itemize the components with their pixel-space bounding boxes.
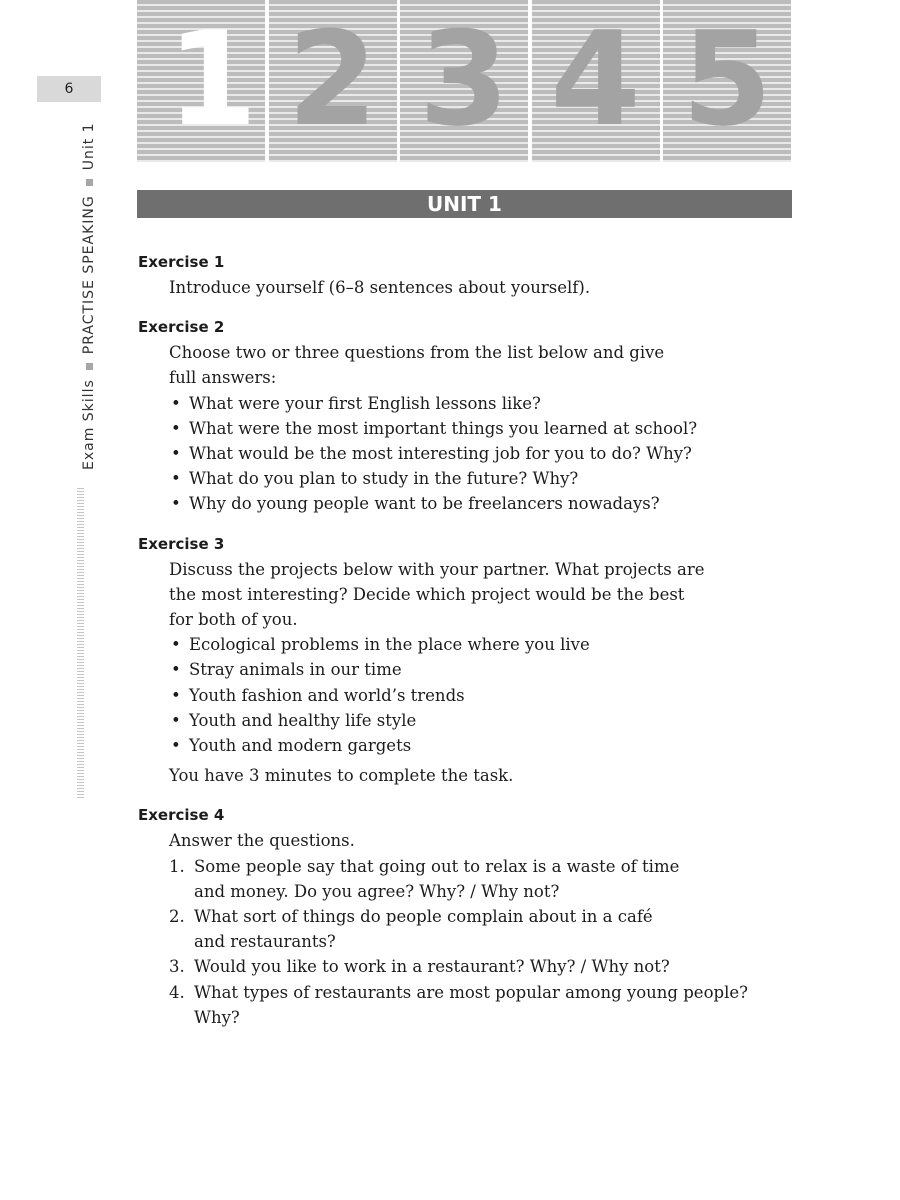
exercise-4-title: Exercise 4: [138, 806, 225, 825]
exercise-content: [138, 250, 798, 1030]
item-line: Would you like to work in a restaurant? Why? / Why not?: [194, 957, 670, 977]
unit-box-5: [663, 0, 791, 162]
unit-box-number: 3: [418, 3, 510, 155]
unit-box-1: [137, 0, 265, 162]
page-number: 6: [37, 76, 101, 102]
exercise-3-project-list: [138, 632, 798, 758]
unit-box-number: 4: [550, 3, 641, 155]
exercise-1-text: Introduce yourself (6–8 sentences about yourself).: [169, 278, 591, 297]
list-item: [169, 980, 798, 1030]
exercise-4-question-list: [138, 854, 798, 1030]
item-number: 3.: [169, 957, 185, 977]
list-item: • Youth and modern gargets: [169, 733, 798, 758]
item-number: 4.: [169, 982, 185, 1002]
list-item: • What were your first English lessons like?: [169, 391, 798, 416]
exercise-3-intro-line: the most interesting? Decide which project would be the best: [169, 584, 685, 604]
list-item: [169, 854, 798, 904]
list-item: • What do you plan to study in the future? Why?: [169, 466, 798, 491]
unit-box-3: [400, 0, 528, 162]
item-line: What types of restaurants are most popular among young people?: [194, 982, 748, 1002]
list-item: • What would be the most interesting job for you to do? Why?: [169, 441, 798, 466]
exercise-2-intro-line: full answers:: [169, 368, 277, 388]
exercise-3-closing: You have 3 minutes to complete the task.: [169, 766, 514, 786]
item-number: 1.: [169, 856, 185, 876]
list-item: • Why do young people want to be freelancers nowadays?: [169, 491, 798, 516]
side-header-section: PRACTISE SPEAKING: [81, 195, 97, 355]
unit-box-4: [532, 0, 660, 162]
exercise-3-intro-line: for both of you.: [169, 610, 298, 630]
unit-box-number: 1: [167, 3, 258, 155]
item-line: and restaurants?: [194, 932, 336, 952]
separator-square-icon: [86, 363, 93, 370]
list-item: • Ecological problems in the place where you live: [169, 632, 798, 657]
exercise-4-intro: Answer the questions.: [169, 831, 355, 851]
unit-box-2: [269, 0, 397, 162]
unit-box-number: 2: [287, 3, 378, 155]
item-line: What sort of things do people complain about in a café: [194, 907, 653, 927]
exercise-3-intro-line: Discuss the projects below with your partner. What projects are: [169, 559, 705, 579]
side-running-header: [81, 122, 97, 470]
list-item: [169, 904, 798, 954]
unit-box-number: 5: [681, 3, 773, 155]
exercise-2-title: Exercise 2: [138, 318, 225, 337]
list-item: • Youth and healthy life style: [169, 708, 798, 733]
item-number: 2.: [169, 907, 185, 927]
side-header-book: Exam Skills: [81, 379, 97, 470]
separator-square-icon: [86, 179, 93, 186]
side-dotted-rule: [77, 488, 84, 800]
exercise-2-question-list: [138, 391, 798, 517]
list-item: • What were the most important things you learned at school?: [169, 416, 798, 441]
list-item: [169, 954, 798, 979]
item-line: Some people say that going out to relax is a waste of time: [194, 856, 680, 876]
exercise-1-title: Exercise 1: [138, 253, 225, 271]
unit-number-strip: [137, 0, 791, 162]
item-line: and money. Do you agree? Why? / Why not?: [194, 881, 560, 901]
side-header-unit: Unit 1: [81, 122, 97, 171]
list-item: • Stray animals in our time: [169, 657, 798, 682]
item-line: Why?: [194, 1007, 240, 1027]
exercise-2-intro-line: Choose two or three questions from the list below and give: [169, 343, 665, 363]
unit-title-bar: [137, 190, 792, 218]
list-item: • Youth fashion and world’s trends: [169, 683, 798, 708]
unit-title: UNIT 1: [427, 192, 502, 216]
exercise-3-title: Exercise 3: [138, 534, 225, 553]
